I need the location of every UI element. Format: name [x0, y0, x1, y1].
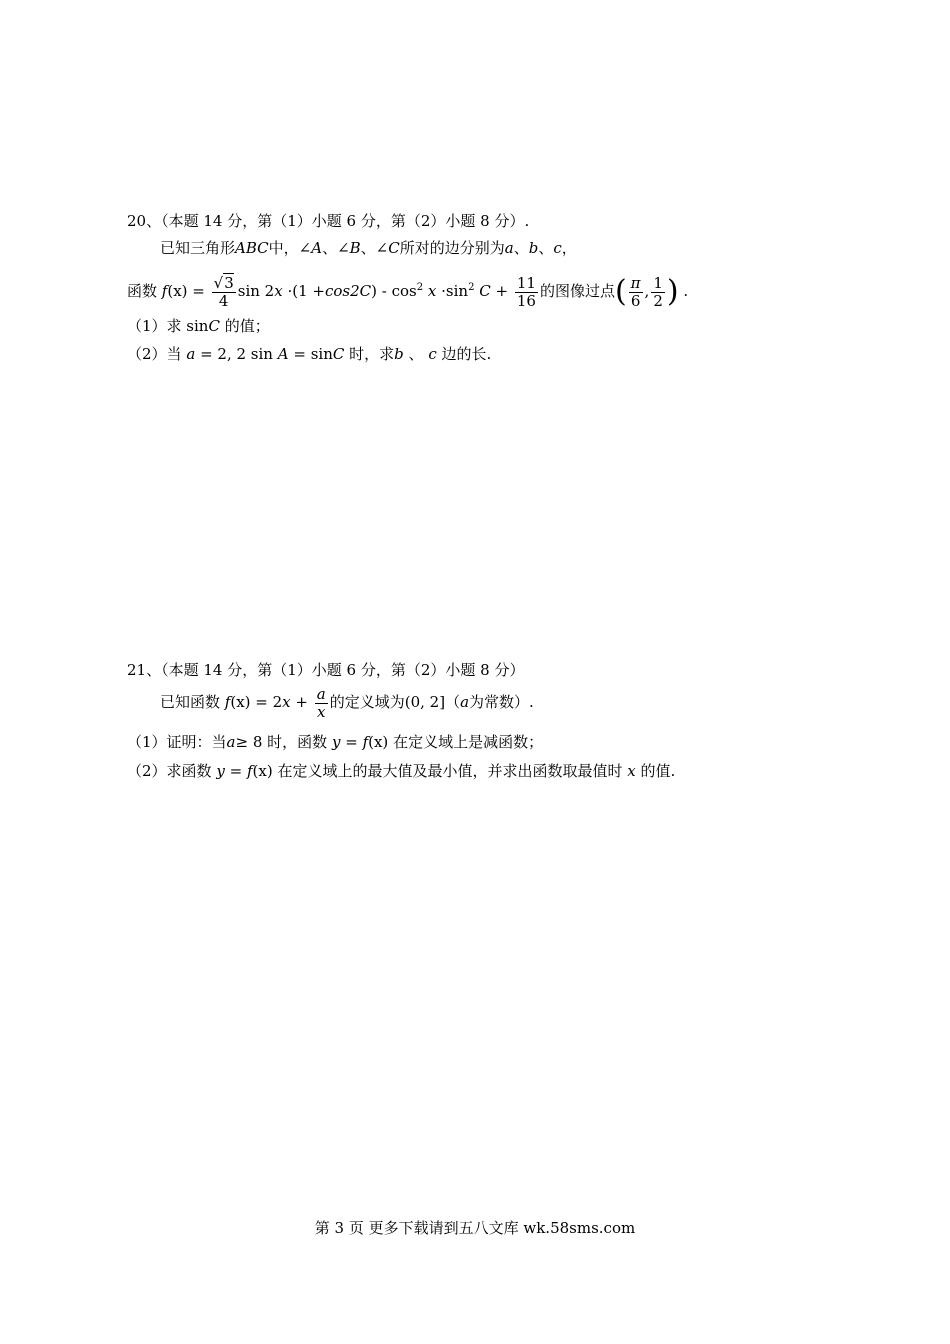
- a-over-x: $\frac{a}{x}$: [316, 684, 326, 721]
- q21-part1: （1）证明：当a≥ 8 时，函数 y = f(x) 在定义域上是减函数；: [127, 733, 544, 751]
- q20-function: 函数 f(x) = $\frac{√3}{4}$ $\sin 2x \cdot(1 +\cos 2C) - \cos^2 x \cdot\sin^2$ C + $\frac{11}{16}$ 的图像过点( $\frac{\pi}{6}$ , $\frac{1}{2}$ ) .: [127, 273, 689, 310]
- q21-intro: 已知函数 f(x) = 2x + $\frac{a}{x}$ 的定义域为(0, 2]（a为常数）.: [160, 684, 534, 721]
- page-footer: 第 3 页 更多下载请到五八文库 wk.58sms.com: [314, 1219, 636, 1237]
- q20-intro: 已知三角形ABC中，∠A、∠B、∠C所对的边分别为a、b、c，: [160, 239, 577, 257]
- q20-part1: （1）求 sinC 的值；: [127, 317, 270, 335]
- sqrt3-over-4: $\frac{√3}{4}$: [213, 273, 234, 310]
- q21-part2: （2）求函数 y = f(x) 在定义域上的最大值及最小值，并求出函数取最值时 x 的值.: [127, 762, 676, 780]
- q21-header: 21、（本题 14 分，第（1）小题 6 分，第（2）小题 8 分）: [127, 661, 525, 679]
- pi-over-6: $\frac{\pi}{6}$: [630, 273, 641, 310]
- one-over-two: $\frac{1}{2}$: [653, 273, 663, 310]
- q20-part2: （2）当 a = 2, 2 sin A = sinC 时，求b 、 c 边的长.: [127, 345, 492, 363]
- eleven-over-sixteen: $\frac{11}{16}$: [516, 273, 536, 310]
- q20-header: 20、（本题 14 分，第（1）小题 6 分，第（2）小题 8 分）.: [127, 212, 530, 230]
